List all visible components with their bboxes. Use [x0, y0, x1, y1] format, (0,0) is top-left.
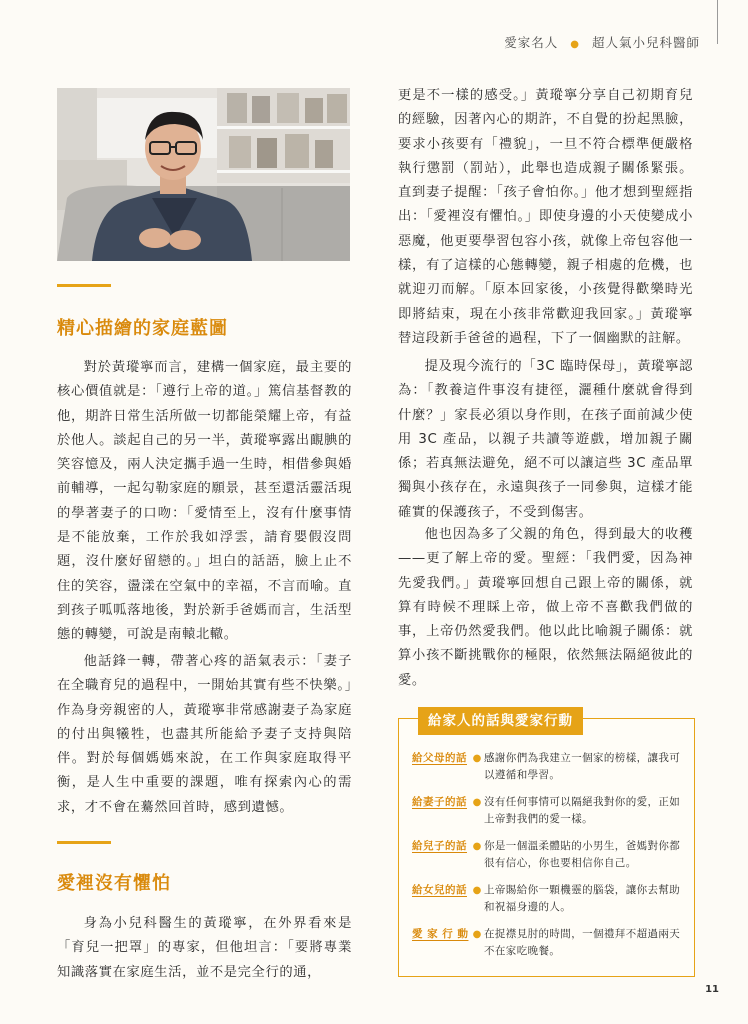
- bullet-icon: ●: [472, 885, 482, 896]
- message-row-wife: [412, 794, 690, 828]
- portrait-photo: [57, 88, 350, 261]
- message-row-daughter: [412, 882, 690, 916]
- section1-paragraph-2: 他話鋒一轉，帶著心疼的語氣表示：「妻子在全職育兒的過程中，一開始其實有些不快樂。」作為身旁親密的人，黃瑽寧非常感謝妻子為家庭的付出與犧牲，也盡其所能給予妻子支持與陪伴。對於每個媽媽來說，在工作與家庭取得平衡，是人生中重要的課題，唯有探索內心的需求，才不會在驀然回首時，感到遺憾。: [57, 654, 352, 815]
- section2-paragraph-1: 身為小兒科醫生的黃瑽寧，在外界看來是「育兒一把罩」的專家，但他坦言：「要將專業知識落實在家庭生活，並不是完全行的通，: [57, 916, 352, 980]
- section1-heading: 精心描繪的家庭藍圖: [57, 318, 228, 339]
- message-label: 給兒子的話: [412, 840, 467, 852]
- bullet-icon: ●: [472, 753, 482, 764]
- section1-accent-bar: [57, 284, 111, 287]
- header-dot-icon: ●: [570, 39, 580, 50]
- family-message-list: [412, 750, 690, 970]
- message-label: 給父母的話: [412, 752, 467, 764]
- header-rule: [717, 0, 718, 44]
- bullet-icon: ●: [472, 797, 482, 808]
- section2-heading: 愛裡沒有懼怕: [57, 873, 171, 894]
- page-number: 11: [705, 984, 719, 995]
- running-header: [504, 33, 700, 51]
- message-row-parents: [412, 750, 690, 784]
- right-paragraph-2: 提及現今流行的「3C 臨時保母」，黃瑽寧認為：「教養這件事沒有捷徑，灑種什麼就會得到什麼？」家長必須以身作則，在孩子面前減少使用 3C 產品，以親子共讀等遊戲，增加親子關係；若真無法避免，絕不可以讓這些 3C 產品單獨與小孩存在，永遠與孩子一同參與，這樣才能確實的保護孩子，不受到傷害。: [398, 359, 693, 520]
- message-text: 上帝賜給你一顆機靈的腦袋，讓你去幫助和祝福身邊的人。: [484, 884, 681, 913]
- message-text: 沒有任何事情可以隔絕我對你的愛，正如上帝對我們的愛一樣。: [484, 796, 681, 825]
- message-label: 給女兒的話: [412, 884, 467, 896]
- header-section: 愛家名人: [504, 35, 559, 50]
- message-row-son: [412, 838, 690, 872]
- header-column: 超人氣小兒科醫師: [591, 35, 700, 50]
- family-message-box-title: 給家人的話與愛家行動: [418, 707, 583, 735]
- bullet-icon: ●: [472, 929, 482, 940]
- bullet-icon: ●: [472, 841, 482, 852]
- message-text: 你是一個溫柔體貼的小男生，爸媽對你都很有信心，你也要相信你自己。: [484, 840, 681, 869]
- message-text: 在捉襟見肘的時間，一個禮拜不超過兩天不在家吃晚餐。: [484, 928, 681, 957]
- message-text: 感謝你們為我建立一個家的榜樣，讓我可以遵循和學習。: [484, 752, 681, 781]
- message-label: 愛 家 行 動: [412, 928, 469, 940]
- message-label: 給妻子的話: [412, 796, 467, 808]
- right-paragraph-3: 他也因為多了父親的角色，得到最大的收穫——更了解上帝的愛。聖經：「我們愛，因為神先愛我們。」黃瑽寧回想自己跟上帝的關係，就算有時候不理睬上帝，做上帝不喜歡我們做的事，上帝仍然愛我們。他以此比喻親子關係：就算小孩不斷挑戰你的極限，依然無法隔絕彼此的愛。: [398, 527, 693, 688]
- section1-paragraph-1: 對於黃瑽寧而言，建構一個家庭，最主要的核心價值就是：「遵行上帝的道。」篤信基督教的他，期許日常生活所做一切都能榮耀上帝，有益於他人。談起自己的另一半，黃瑽寧露出靦腆的笑容憶及，兩人決定攜手過一生時，相借參與婚前輔導，一起勾勒家庭的願景，甚至還活靈活現的學著妻子的口吻：「愛情至上，沒有什麼事情是不能放棄，工作於我如浮雲，請育嬰假沒問題，沒什麼好留戀的。」坦白的話語，臉上止不住的笑容，盪漾在空氣中的幸福，不言而喻。直到孩子呱呱落地後，對於新手爸媽而言，生活型態的轉變，可說是南轅北轍。: [57, 360, 352, 643]
- message-row-action: [412, 926, 690, 960]
- right-paragraph-1: 更是不一樣的感受。」黃瑽寧分享自己初期育兒的經驗，因著內心的期許，不自覺的扮起黑臉，要求小孩要有「禮貌」，一旦不符合標準便嚴格執行懲罰（罰站），此舉也造成親子關係緊張。直到妻子提醒：「孩子會怕你。」他才想到聖經指出：「愛裡沒有懼怕。」即使身邊的小天使變成小惡魔，他更要學習包容小孩，就像上帝包容他一樣，有了這樣的心態轉變，親子相處的危機，也就迎刃而解。「原本回家後，小孩覺得歡樂時光即將結束，現在小孩非常歡迎我回家。」黃瑽寧替這段新手爸爸的過程，下了一個幽默的註解。: [398, 88, 693, 346]
- section2-accent-bar: [57, 841, 111, 844]
